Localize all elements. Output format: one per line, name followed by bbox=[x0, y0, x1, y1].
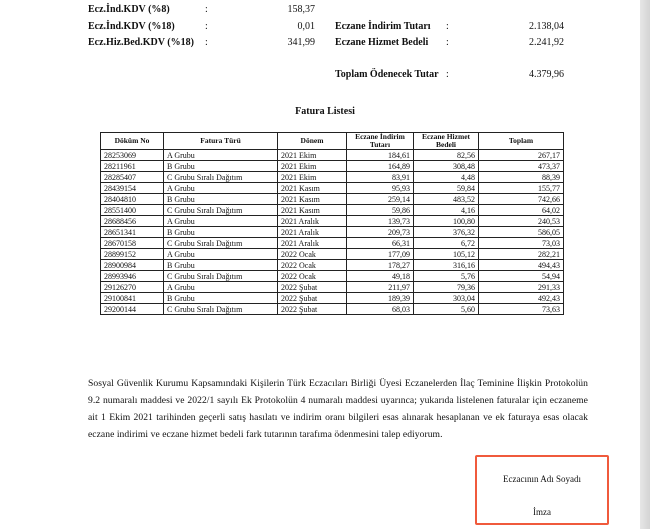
toplam-cell: 473,37 bbox=[479, 161, 564, 172]
table-row bbox=[101, 194, 564, 205]
dokum-no-cell: 28404810 bbox=[101, 194, 164, 205]
col-header-fatura-turu: Fatura Türü bbox=[164, 133, 278, 150]
dokum-no-cell: 28211961 bbox=[101, 161, 164, 172]
hiz-kdv-18-label: Ecz.Hiz.Bed.KDV (%18) bbox=[88, 37, 194, 48]
fatura-turu-cell: B Grubu bbox=[164, 194, 278, 205]
toplam-cell: 64,02 bbox=[479, 205, 564, 216]
table-row bbox=[101, 183, 564, 194]
toplam-cell: 492,43 bbox=[479, 293, 564, 304]
donem-cell: 2021 Aralık bbox=[278, 238, 347, 249]
indirim-cell: 59,86 bbox=[347, 205, 414, 216]
page-edge-shadow bbox=[640, 0, 650, 529]
hizmet-cell: 303,04 bbox=[414, 293, 479, 304]
toplam-cell: 267,17 bbox=[479, 150, 564, 161]
toplam-cell: 155,77 bbox=[479, 183, 564, 194]
fatura-turu-cell: B Grubu bbox=[164, 293, 278, 304]
fatura-turu-cell: A Grubu bbox=[164, 282, 278, 293]
fatura-turu-cell: A Grubu bbox=[164, 150, 278, 161]
dokum-no-cell: 28551400 bbox=[101, 205, 164, 216]
fatura-turu-cell: A Grubu bbox=[164, 216, 278, 227]
toplam-cell: 73,63 bbox=[479, 304, 564, 315]
dokum-no-cell: 28688456 bbox=[101, 216, 164, 227]
donem-cell: 2021 Aralık bbox=[278, 216, 347, 227]
fatura-turu-cell: A Grubu bbox=[164, 249, 278, 260]
fatura-turu-cell: B Grubu bbox=[164, 260, 278, 271]
table-row bbox=[101, 238, 564, 249]
fatura-turu-cell: C Grubu Sıralı Dağıtım bbox=[164, 238, 278, 249]
toplam-cell: 240,53 bbox=[479, 216, 564, 227]
hizmet-cell: 4,48 bbox=[414, 172, 479, 183]
fatura-turu-cell: B Grubu bbox=[164, 161, 278, 172]
hizmet-cell: 483,52 bbox=[414, 194, 479, 205]
hizmet-bedeli-label: Eczane Hizmet Bedeli bbox=[335, 37, 429, 48]
donem-cell: 2022 Ocak bbox=[278, 249, 347, 260]
fatura-turu-cell: B Grubu bbox=[164, 227, 278, 238]
hizmet-cell: 100,80 bbox=[414, 216, 479, 227]
table-row bbox=[101, 260, 564, 271]
indirim-cell: 259,14 bbox=[347, 194, 414, 205]
dokum-no-cell: 28670158 bbox=[101, 238, 164, 249]
toplam-odenecek-label: Toplam Ödenecek Tutar bbox=[335, 69, 439, 80]
donem-cell: 2021 Aralık bbox=[278, 227, 347, 238]
hizmet-cell: 376,32 bbox=[414, 227, 479, 238]
invoice-table bbox=[100, 132, 564, 315]
toplam-cell: 282,21 bbox=[479, 249, 564, 260]
indirim-cell: 177,09 bbox=[347, 249, 414, 260]
toplam-cell: 73,03 bbox=[479, 238, 564, 249]
donem-cell: 2021 Ekim bbox=[278, 150, 347, 161]
fatura-turu-cell: C Grubu Sıralı Dağıtım bbox=[164, 304, 278, 315]
table-row bbox=[101, 293, 564, 304]
toplam-cell: 742,66 bbox=[479, 194, 564, 205]
dokum-no-cell: 28993946 bbox=[101, 271, 164, 282]
table-row bbox=[101, 172, 564, 183]
invoice-table-body bbox=[101, 150, 564, 315]
hizmet-cell: 79,36 bbox=[414, 282, 479, 293]
fatura-turu-cell: A Grubu bbox=[164, 183, 278, 194]
toplam-cell: 88,39 bbox=[479, 172, 564, 183]
hizmet-cell: 82,56 bbox=[414, 150, 479, 161]
hizmet-cell: 6,72 bbox=[414, 238, 479, 249]
dokum-no-cell: 28651341 bbox=[101, 227, 164, 238]
col-header-hizmet-bedeli: Eczane Hizmet Bedeli bbox=[414, 133, 479, 150]
hizmet-cell: 5,76 bbox=[414, 271, 479, 282]
donem-cell: 2022 Şubat bbox=[278, 282, 347, 293]
hiz-kdv-18-value: 341,99 bbox=[287, 37, 315, 48]
signature-label: İmza bbox=[533, 507, 551, 517]
indirim-cell: 139,73 bbox=[347, 216, 414, 227]
table-row bbox=[101, 205, 564, 216]
col-header-indirim-tutari: Eczane İndirim Tutarı bbox=[347, 133, 414, 150]
hizmet-cell: 105,12 bbox=[414, 249, 479, 260]
indirim-cell: 49,18 bbox=[347, 271, 414, 282]
indirim-cell: 178,27 bbox=[347, 260, 414, 271]
donem-cell: 2021 Ekim bbox=[278, 161, 347, 172]
pharmacist-name-label: Eczacının Adı Soyadı bbox=[503, 474, 581, 484]
hizmet-cell: 59,84 bbox=[414, 183, 479, 194]
table-row bbox=[101, 150, 564, 161]
indirim-tutari-label: Eczane İndirim Tutarı bbox=[335, 21, 431, 32]
donem-cell: 2021 Kasım bbox=[278, 205, 347, 216]
toplam-odenecek-value: 4.379,96 bbox=[529, 69, 564, 80]
fatura-turu-cell: C Grubu Sıralı Dağıtım bbox=[164, 271, 278, 282]
dokum-no-cell: 29200144 bbox=[101, 304, 164, 315]
table-row bbox=[101, 304, 564, 315]
dokum-no-cell: 28253069 bbox=[101, 150, 164, 161]
kdv-18-value: 0,01 bbox=[297, 21, 315, 32]
toplam-cell: 54,94 bbox=[479, 271, 564, 282]
col-header-donem: Dönem bbox=[278, 133, 347, 150]
hizmet-cell: 308,48 bbox=[414, 161, 479, 172]
kdv-8-colon: : bbox=[205, 4, 208, 15]
toplam-cell: 494,43 bbox=[479, 260, 564, 271]
kdv-18-label: Ecz.İnd.KDV (%18) bbox=[88, 21, 175, 32]
invoice-list-title: Fatura Listesi bbox=[295, 106, 355, 117]
donem-cell: 2022 Ocak bbox=[278, 271, 347, 282]
hiz-kdv-18-colon: : bbox=[205, 37, 208, 48]
indirim-cell: 95,93 bbox=[347, 183, 414, 194]
hizmet-cell: 316,16 bbox=[414, 260, 479, 271]
indirim-cell: 164,89 bbox=[347, 161, 414, 172]
indirim-tutari-colon: : bbox=[446, 21, 449, 32]
table-row bbox=[101, 282, 564, 293]
table-row bbox=[101, 249, 564, 260]
signature-box bbox=[475, 455, 609, 525]
hizmet-cell: 4,16 bbox=[414, 205, 479, 216]
toplam-odenecek-colon: : bbox=[446, 69, 449, 80]
hizmet-bedeli-colon: : bbox=[446, 37, 449, 48]
table-row bbox=[101, 216, 564, 227]
request-paragraph: Sosyal Güvenlik Kurumu Kapsamındaki Kişilerin Türk Eczacıları Birliği Üyesi Eczanelerden İlaç Teminine İlişkin Protokolün 9.2 numaralı maddesi ve 2022/1 sayılı Ek Protokolün 4 numaralı maddesi uyarınca; yukarıda listelenen faturalar için eczaneme ait 1 Ekim 2021 tarihinden geçerli satış hasılatı ve indirim oranı bilgileri esas alınarak hesaplanan ve ek faturaya esas olacak eczane indirimi ve eczane hizmet bedeli fark tutarının tarafıma ödenmesini talep ediyorum. bbox=[88, 378, 588, 440]
hizmet-cell: 5,60 bbox=[414, 304, 479, 315]
toplam-cell: 586,05 bbox=[479, 227, 564, 238]
kdv-8-label: Ecz.İnd.KDV (%8) bbox=[88, 4, 170, 15]
indirim-cell: 209,73 bbox=[347, 227, 414, 238]
col-header-dokum-no: Döküm No bbox=[101, 133, 164, 150]
dokum-no-cell: 28439154 bbox=[101, 183, 164, 194]
indirim-cell: 184,61 bbox=[347, 150, 414, 161]
dokum-no-cell: 28900984 bbox=[101, 260, 164, 271]
hizmet-bedeli-value: 2.241,92 bbox=[529, 37, 564, 48]
table-row bbox=[101, 271, 564, 282]
col-header-toplam: Toplam bbox=[479, 133, 564, 150]
indirim-cell: 83,91 bbox=[347, 172, 414, 183]
donem-cell: 2021 Ekim bbox=[278, 172, 347, 183]
indirim-tutari-value: 2.138,04 bbox=[529, 21, 564, 32]
toplam-cell: 291,33 bbox=[479, 282, 564, 293]
donem-cell: 2022 Şubat bbox=[278, 293, 347, 304]
dokum-no-cell: 29126270 bbox=[101, 282, 164, 293]
fatura-turu-cell: C Grubu Sıralı Dağıtım bbox=[164, 205, 278, 216]
kdv-8-value: 158,37 bbox=[287, 4, 315, 15]
fatura-turu-cell: C Grubu Sıralı Dağıtım bbox=[164, 172, 278, 183]
dokum-no-cell: 28285407 bbox=[101, 172, 164, 183]
donem-cell: 2021 Kasım bbox=[278, 194, 347, 205]
indirim-cell: 66,31 bbox=[347, 238, 414, 249]
table-row bbox=[101, 161, 564, 172]
indirim-cell: 211,97 bbox=[347, 282, 414, 293]
donem-cell: 2022 Ocak bbox=[278, 260, 347, 271]
invoice-table-header bbox=[101, 133, 564, 150]
indirim-cell: 68,03 bbox=[347, 304, 414, 315]
donem-cell: 2022 Şubat bbox=[278, 304, 347, 315]
kdv-18-colon: : bbox=[205, 21, 208, 32]
donem-cell: 2021 Kasım bbox=[278, 183, 347, 194]
table-row bbox=[101, 227, 564, 238]
dokum-no-cell: 29100841 bbox=[101, 293, 164, 304]
dokum-no-cell: 28899152 bbox=[101, 249, 164, 260]
indirim-cell: 189,39 bbox=[347, 293, 414, 304]
